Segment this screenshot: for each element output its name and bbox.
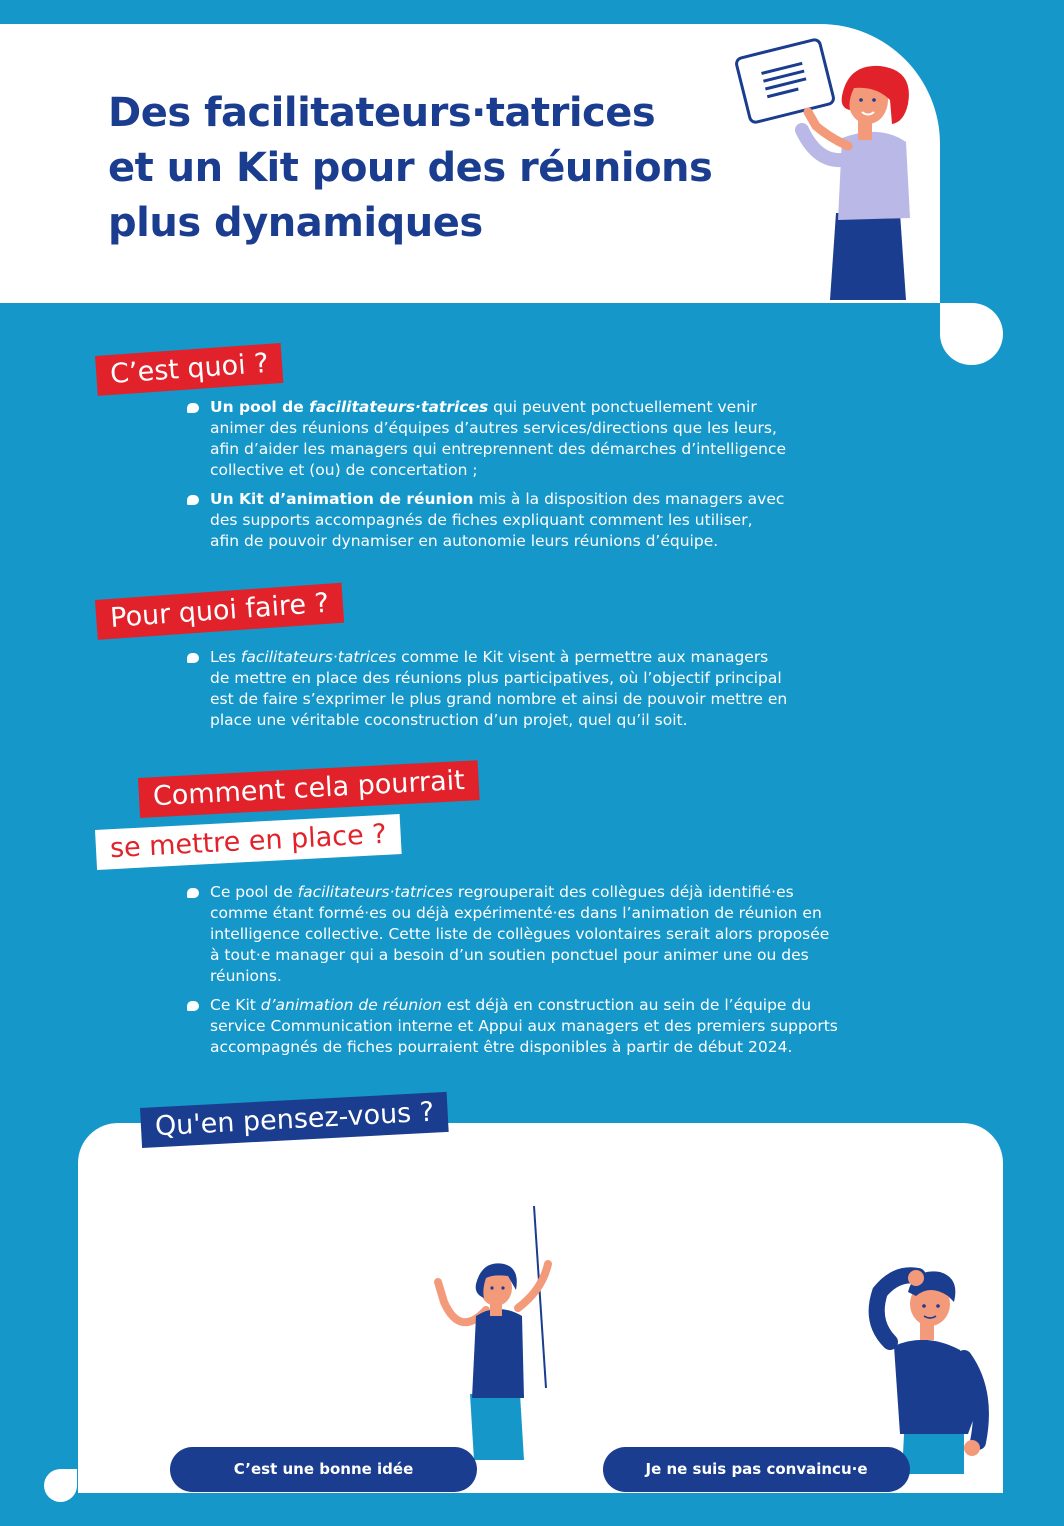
title-line-2: et un Kit pour des réunions — [108, 145, 713, 191]
how-item1-line1 — [210, 882, 838, 903]
what-item1-line4: collective et (ou) de concertation ; — [210, 461, 478, 479]
header-panel-tab — [940, 303, 1003, 365]
why-item1-rest: comme le Kit visent à permettre aux managers — [396, 648, 769, 666]
what-item2-lead: Un Kit d’animation de réunion — [210, 490, 474, 508]
why-item1-line2: de mettre en place des réunions plus participatives, où l’objectif principal — [210, 669, 782, 687]
document-icon — [735, 39, 834, 124]
section-heading-how-line2: se mettre en place ? — [95, 814, 402, 870]
how-list — [187, 882, 838, 1066]
what-item1-line3: afin d’aider les managers qui entreprennent des démarches d’intelligence — [210, 440, 787, 458]
title-line-1: Des facilitateurs·tatrices — [108, 90, 656, 136]
page-title — [108, 86, 712, 251]
why-item1-line4: place une véritable coconstruction d’un projet, quel qu’il soit. — [210, 711, 688, 729]
vote-not-convinced-button[interactable]: Je ne suis pas convaincu·e — [603, 1447, 910, 1492]
how-item1-italic: facilitateurs·tatrices — [297, 883, 453, 901]
how-item2-rest: est déjà en construction au sein de l’équipe du — [441, 996, 812, 1014]
what-item2-line1 — [210, 489, 786, 510]
why-item1-italic: facilitateurs·tatrices — [240, 648, 397, 666]
how-item2-line2: service Communication interne et Appui aux managers et des premiers supports — [210, 1017, 838, 1035]
what-list — [187, 397, 786, 560]
what-item2-rest: mis à la disposition des managers avec — [473, 490, 785, 508]
title-line-3: plus dynamiques — [108, 200, 483, 246]
how-item1-line5: réunions. — [210, 967, 282, 985]
why-item1-line1 — [210, 647, 787, 668]
section-heading-how-line1: Comment cela pourrait — [138, 760, 480, 818]
vote-good-idea-button[interactable]: C’est une bonne idée — [170, 1447, 477, 1492]
how-item2-line3: accompagnés de fiches pourraient être disponibles à partir de début 2024. — [210, 1038, 793, 1056]
how-item1-line4: à tout·e manager qui a besoin d’un soutien ponctuel pour animer une ou des — [210, 946, 809, 964]
list-item — [187, 647, 787, 731]
man-thinking-illustration — [860, 1262, 1000, 1474]
what-item1-line1 — [210, 397, 786, 418]
why-list — [187, 647, 787, 739]
how-item1-pre: Ce pool de — [210, 883, 298, 901]
list-item — [187, 397, 786, 481]
list-item — [187, 882, 838, 987]
why-item1-line3: est de faire s’exprimer le plus grand nombre et ainsi de pouvoir mettre en — [210, 690, 788, 708]
list-item — [187, 995, 838, 1058]
what-item1-lead: Un pool de — [210, 398, 310, 416]
why-item1-pre: Les — [210, 648, 241, 666]
list-item — [187, 489, 786, 552]
woman-holding-document-illustration — [730, 38, 930, 304]
how-item1-rest: regrouperait des collègues déjà identifié·es — [452, 883, 794, 901]
section-heading-opinion: Qu'en pensez-vous ? — [140, 1092, 449, 1148]
what-item2-line3: afin de pouvoir dynamiser en autonomie leurs réunions d’équipe. — [210, 532, 719, 550]
what-item1-rest: qui peuvent ponctuellement venir — [488, 398, 757, 416]
section-heading-why: Pour quoi faire ? — [95, 583, 344, 640]
how-item1-line3: intelligence collective. Cette liste de collègues volontaires serait alors proposée — [210, 925, 830, 943]
opinion-panel-tab — [44, 1469, 77, 1502]
how-item2-line1 — [210, 995, 838, 1016]
section-heading-what: C’est quoi ? — [95, 343, 284, 396]
what-item1-lead-italic: facilitateurs·tatrices — [309, 398, 489, 416]
how-item2-pre: Ce Kit — [210, 996, 261, 1014]
how-item2-italic: d’animation de réunion — [260, 996, 442, 1014]
how-item1-line2: comme étant formé·es ou déjà expérimenté·es dans l’animation de réunion en — [210, 904, 822, 922]
what-item1-line2: animer des réunions d’équipes d’autres services/directions que les leurs, — [210, 419, 777, 437]
what-item2-line2: des supports accompagnés de fiches expliquant comment les utiliser, — [210, 511, 753, 529]
